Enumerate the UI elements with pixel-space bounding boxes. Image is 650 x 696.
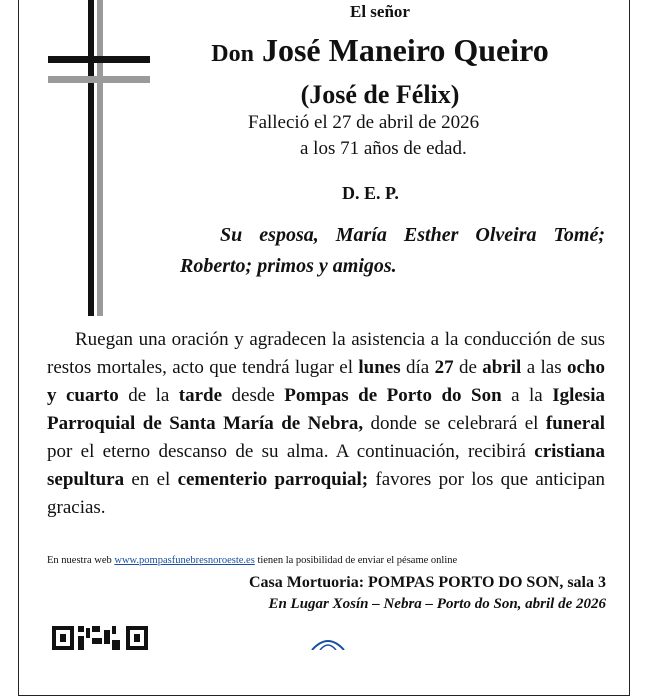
honorific: El señor bbox=[350, 2, 410, 21]
deceased-name bbox=[160, 32, 600, 69]
cross-horizontal-bar bbox=[48, 56, 150, 63]
website-link[interactable]: www.pompasfunebresnoroeste.es bbox=[114, 555, 255, 566]
cross-horizontal-shadow bbox=[48, 76, 150, 83]
alias: (José de Félix) bbox=[300, 80, 460, 109]
family-list bbox=[180, 220, 605, 282]
name-text: José Maneiro Queiro bbox=[261, 32, 549, 68]
family-text: Su esposa, María Esther Olveira Tomé; Roberto; primos y amigos. bbox=[180, 224, 605, 277]
mortuary-info: Casa Mortuoria: POMPAS PORTO DO SON, sala 3 bbox=[248, 574, 606, 591]
qr-code-icon[interactable] bbox=[52, 626, 152, 650]
title-prefix: Don bbox=[211, 41, 254, 67]
place-date: En Lugar Xosín – Nebra – Porto do Son, abril de 2026 bbox=[268, 596, 606, 612]
age-line: a los 71 años de edad. bbox=[300, 138, 467, 159]
cross-vertical-shadow bbox=[97, 0, 103, 316]
emblem-icon bbox=[308, 636, 348, 650]
death-date-line: Falleció el 27 de abril de 2026 bbox=[248, 112, 480, 133]
ceremony-paragraph: Ruegan una oración y agradecen la asistencia a la conducción de sus restos mortales, acto que tendrá lugar el lunes día 27 de abril a las ocho y cuarto de la tarde desde Pompas de Porto do Son a la Iglesia Parroquial de Santa María de Nebra, donde se celebrará el funeral por el eterno descanso de su alma. A continuación, recibirá cristiana sepultura en el cementerio parroquial; favores por los que anticipan gracias. bbox=[47, 329, 605, 518]
web-note: En nuestra web www.pompasfunebresnoroeste.es tienen la posibilidad de enviar el pésame online bbox=[47, 555, 458, 566]
dep: D. E. P. bbox=[342, 183, 399, 203]
cross-vertical-bar bbox=[88, 0, 94, 316]
